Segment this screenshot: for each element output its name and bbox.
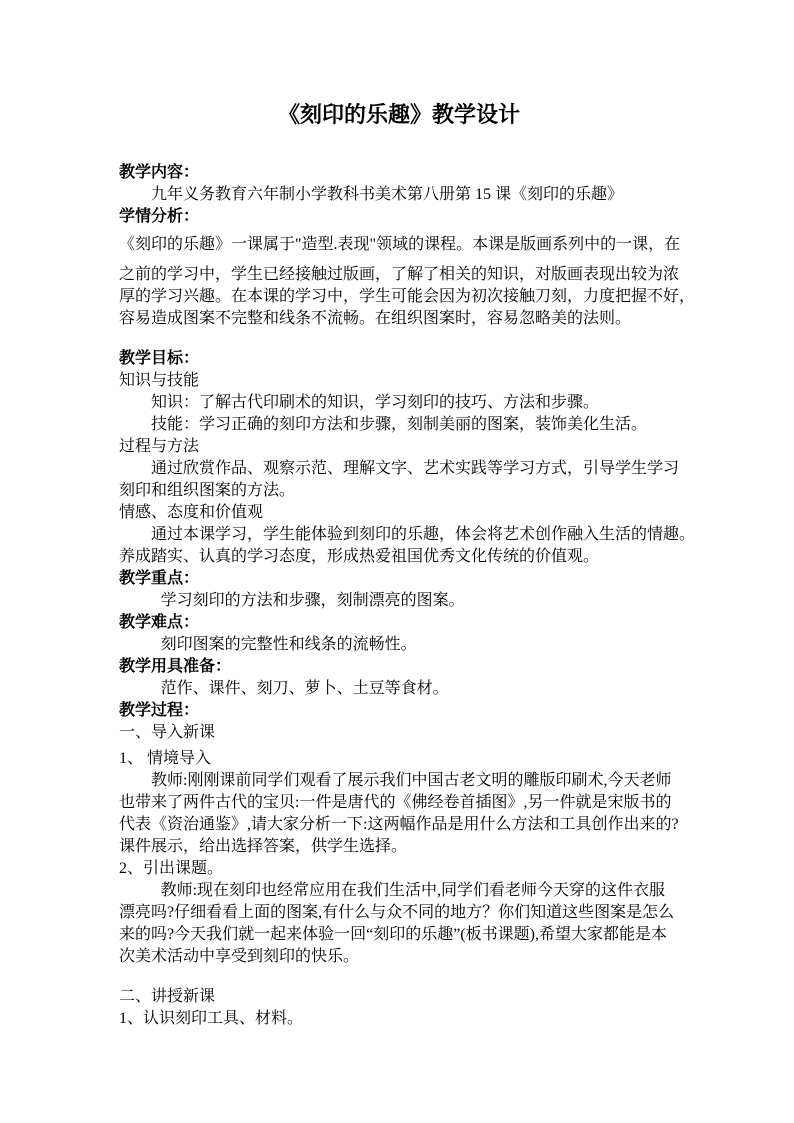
objectives-line: 养成踏实、认真的学习态度，形成热爱祖国优秀文化传统的价值观。 bbox=[119, 548, 600, 565]
objectives-line: 知识与技能 bbox=[119, 372, 200, 389]
heading-teaching-process: 教学过程： bbox=[119, 702, 200, 719]
heading-difficulties: 教学难点： bbox=[119, 614, 200, 631]
process-step1-line: 课件展示，给出选择答案，供学生选择。 bbox=[119, 838, 408, 855]
heading-learner-analysis: 学情分析： bbox=[119, 208, 200, 225]
process-step2-line: 漂亮吗?仔细看看上面的图案,有什么与众不同的地方？你们知道这些图案是怎么 bbox=[119, 904, 675, 921]
teaching-content-text: 九年义务教育六年制小学教科书美术第八册第 15 课《刻印的乐趣》 bbox=[151, 186, 624, 203]
heading-materials: 教学用具准备： bbox=[119, 658, 232, 675]
process-step2-title: 2、引出课题。 bbox=[119, 860, 224, 877]
learner-analysis-line: 容易造成图案不完整和线条不流畅。在组织图案时，容易忽略美的法则。 bbox=[119, 310, 632, 327]
key-points-text: 学习刻印的方法和步骤，刻制漂亮的图案。 bbox=[160, 592, 465, 609]
objectives-line: 情感、态度和价值观 bbox=[119, 504, 264, 521]
process-step1-line: 代表《资治通鉴》,请大家分析一下:这两幅作品是用什么方法和工具创作出来的? bbox=[119, 816, 679, 833]
process-step1-line: 也带来了两件古代的宝贝:一件是唐代的《佛经卷首插图》,另一件就是宋版书的 bbox=[119, 794, 672, 811]
difficulties-text: 刻印图案的完整性和线条的流畅性。 bbox=[160, 636, 417, 653]
learner-analysis-line: 厚的学习兴趣。在本课的学习中，学生可能会因为初次接触刀刻，力度把握不好， bbox=[119, 288, 696, 305]
objectives-line: 过程与方法 bbox=[119, 438, 200, 455]
process-part1-title: 一、导入新课 bbox=[119, 724, 216, 741]
objectives-line: 刻印和组织图案的方法。 bbox=[119, 482, 296, 499]
learner-analysis-line: 《刻印的乐趣》一课属于"造型.表现"领域的课程。本课是版画系列中的一课，在 bbox=[119, 236, 681, 253]
materials-text: 范作、课件、刻刀、萝卜、土豆等食材。 bbox=[160, 680, 449, 697]
process-part2-line: 1、认识刻印工具、材料。 bbox=[119, 1010, 304, 1027]
objectives-line: 通过欣赏作品、观察示范、理解文字、艺术实践等学习方式，引导学生学习 bbox=[151, 460, 680, 477]
process-step1-title: 1、 情境导入 bbox=[119, 750, 212, 767]
process-step2-line: 来的吗?今天我们就一起来体验一回“刻印的乐趣”(板书课题),希望大家都能是本 bbox=[119, 926, 667, 943]
process-part2-title: 二、讲授新课 bbox=[119, 988, 216, 1005]
heading-teaching-objectives: 教学目标： bbox=[119, 350, 200, 367]
heading-teaching-content: 教学内容： bbox=[119, 164, 200, 181]
heading-key-points: 教学重点： bbox=[119, 570, 200, 587]
objectives-line: 技能：学习正确的刻印方法和步骤，刻制美丽的图案，装饰美化生活。 bbox=[151, 416, 648, 433]
process-step2-line: 教师:现在刻印也经常应用在我们生活中,同学们看老师今天穿的这件衣服 bbox=[160, 882, 666, 899]
process-step1-line: 教师:刚刚课前同学们观看了展示我们中国古老文明的雕版印刷术,今天老师 bbox=[151, 772, 672, 789]
objectives-line: 知识：了解古代印刷术的知识，学习刻印的技巧、方法和步骤。 bbox=[151, 394, 600, 411]
learner-analysis-line: 之前的学习中，学生已经接触过版画，了解了相关的知识，对版画表现出较为浓 bbox=[119, 266, 680, 283]
document-title: 《刻印的乐趣》教学设计 bbox=[277, 102, 520, 127]
process-step2-line: 次美术活动中享受到刻印的快乐。 bbox=[119, 948, 360, 965]
objectives-line: 通过本课学习，学生能体验到刻印的乐趣，体会将艺术创作融入生活的情趣。 bbox=[151, 526, 696, 543]
